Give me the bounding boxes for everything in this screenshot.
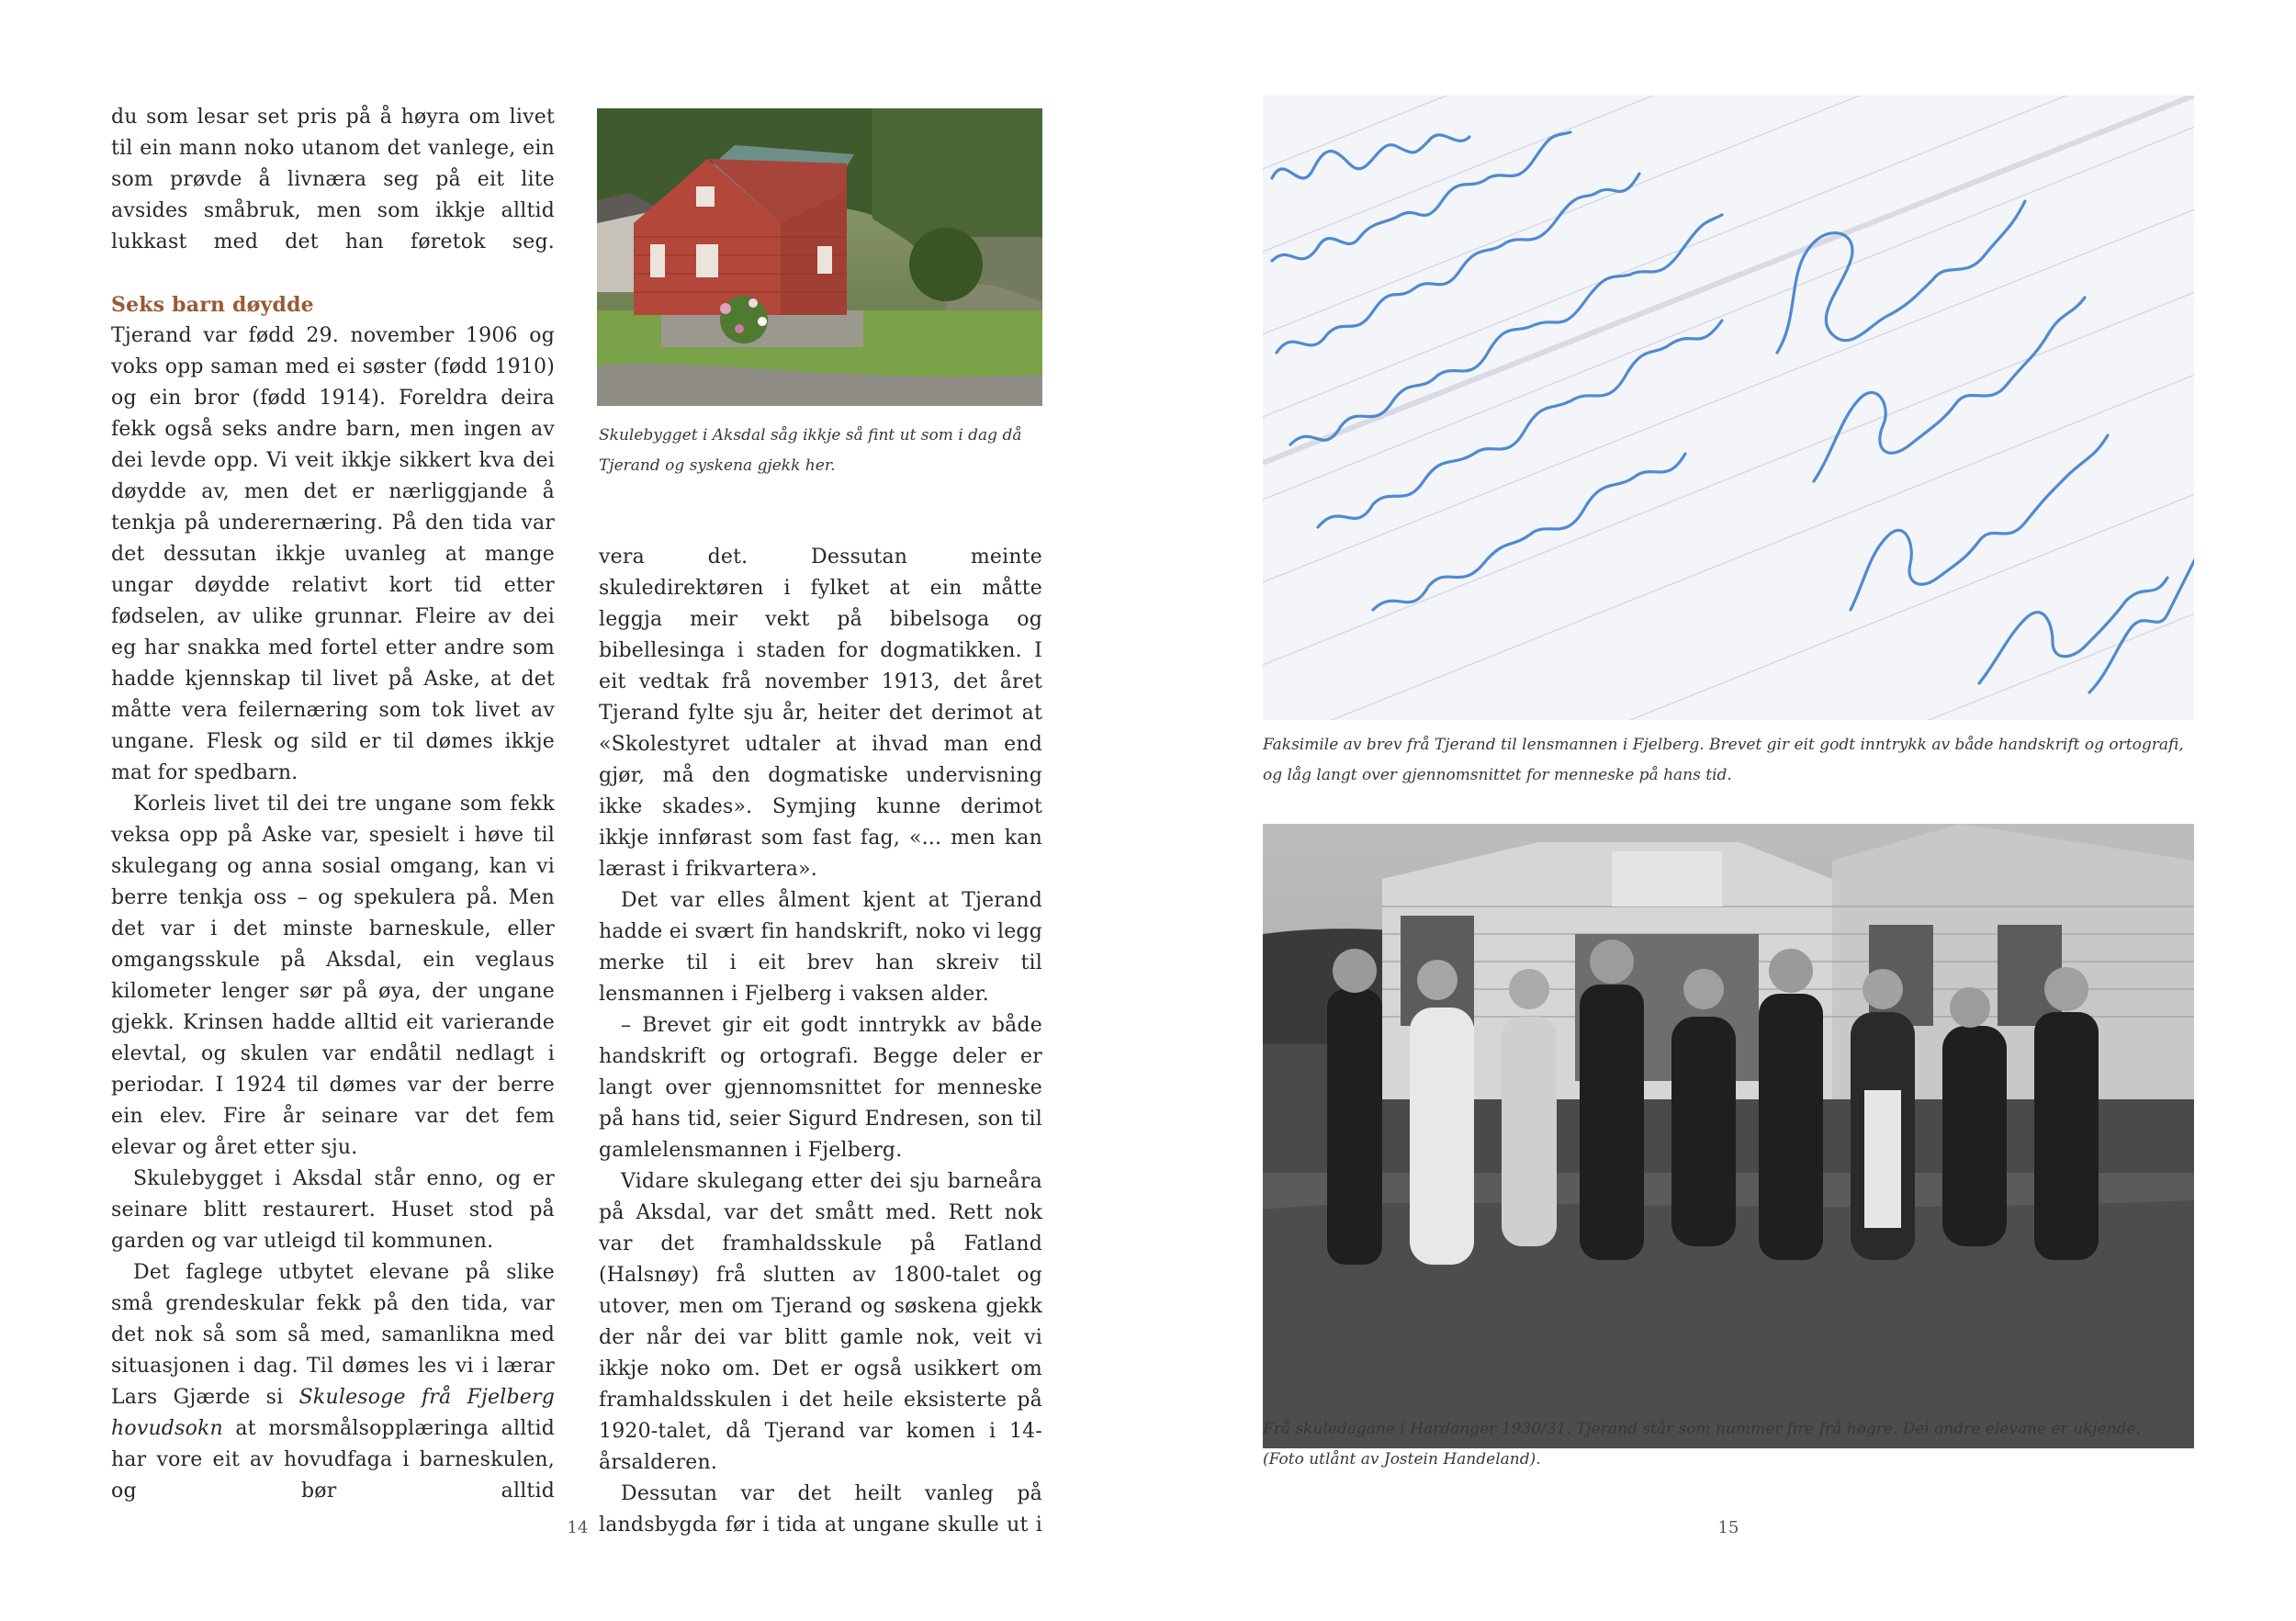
middle-text-column	[599, 542, 1042, 1541]
letter-photo-caption: Faksimile av brev frå Tjerand til lensmannen i Fjelberg. Brevet gir eit godt inntrykk av både handskrift og ortografi, og låg langt over gjennomsnittet for menneske på hans tid.	[1263, 736, 2184, 784]
page-number-left: 14	[567, 1518, 589, 1537]
school-group-photo	[1263, 824, 2194, 1448]
paragraph-curriculum: Det faglege utbytet elevane på slike små grendeskular fekk på den tida, var det nok så som så med, samanlikna med situasjonen i dag. Til dømes les vi i lærar Lars Gjærde si Skulesoge frå Fjelberg hovudsokn at morsmålsopplæringa alltid har vore eit av hovudfaga i barneskulen, og bør alltid	[111, 1261, 556, 1503]
paragraph-directive: vera det. Dessutan meinte skuledirektøren i fylket at ein måtte leggja meir vekt på bibelsoga og bibellesinga i staden for dogmatikken. I eit vedtak frå november 1913, det året Tjerand fylte sju år, heiter det derimot at «Skolestyret udtaler at ihvad man end gjør, må den dogmatiske undervisning ikke skades». Symjing kunne derimot ikkje innførast som fast fag, «... men kan lærast i frikvartera».	[599, 546, 1042, 881]
book-title: Skulesoge frå Fjelberg hovudsokn	[111, 1386, 556, 1440]
paragraph-quote: – Brevet gir eit godt inntrykk av både handskrift og ortografi. Begge deler er langt over gjennomsnittet for menneske på hans tid, seier Sigurd Endresen, son til gamlelensmannen i Fjelberg.	[599, 1014, 1042, 1162]
left-text-column	[111, 102, 555, 1507]
letter-facsimile-photo	[1263, 96, 2194, 720]
paragraph-handwriting: Det var elles ålment kjent at Tjerand hadde ei svært fin handskrift, noko vi legg merke til i eit brev han skreiv til lensmannen i Fjelberg i vaksen alder.	[599, 889, 1042, 1006]
paragraph-countryside: Dessutan var det heilt vanleg på landsbygda før i tida at ungane skulle ut i	[599, 1482, 1042, 1537]
page-number-right: 15	[1717, 1518, 1739, 1537]
group-photo-caption-line1: Frå skuledagane i Hardanger 1930/31. Tjerand står som nummer fire frå høgre. Dei andre elevane er ukjende.	[1263, 1420, 2141, 1438]
paragraph-birth: Tjerand var fødd 29. november 1906 og voks opp saman med ei søster (fødd 1910) og ein bror (fødd 1914). Foreldra deira fekk også seks andre barn, men ingen av dei levde opp. Vi veit ikkje sikkert kva dei døydde av, men det er nærliggjande å tenkja på underernæring. På den tida var det dessutan ikkje uvanleg at mange ungar døydde relativt kort tid etter fødselen, av ulike grunnar. Fleire av dei eg har snakka med fortel etter andre som hadde kjennskap til livet på Aske, at det måtte vera feilernæring som tok livet av ungane. Flesk og sild er til dømes ikkje mat for spedbarn.	[111, 324, 555, 784]
section-heading: Seks barn døydde	[111, 293, 314, 317]
paragraph-further-school: Vidare skulegang etter dei sju barneåra på Aksdal, var det smått med. Rett nok var det framhaldsskule på Fatland (Halsnøy) frå slutten av 1800-talet og utover, men om Tjerand og søskena gjekk der når dei var blitt gamle nok, veit vi ikkje noko om. Det er også usikkert om framhaldsskulen i det heile eksisterte på 1920-talet, då Tjerand var komen i 14-årsalderen.	[599, 1170, 1042, 1474]
group-photo-caption-line2: (Foto utlånt av Jostein Handeland).	[1263, 1450, 1541, 1469]
paragraph-childhood: Korleis livet til dei tre ungane som fekk veksa opp på Aske var, spesielt i høve til skulegang og anna sosial omgang, kan vi berre tenkja oss – og spekulera på. Men det var i det minste barneskule, eller omgangsskule på Aksdal, ein veglaus kilometer lenger sør på øya, der ungane gjekk. Krinsen hadde alltid eit varierande elevtal, og skulen var endåtil nedlagt i periodar. I 1924 til dømes var der berre ein elev. Fire år seinare var det fem elevar og året etter sju.	[111, 793, 555, 1159]
paragraph-intro: du som lesar set pris på å høyra om livet til ein mann noko utanom det vanlege, ein som prøvde å livnæra seg på eit lite avsides småbruk, men som ikkje alltid lukkast med det han føretok seg.	[111, 106, 555, 253]
house-photo-caption: Skulebygget i Aksdal såg ikkje så fint ut som i dag då Tjerand og syskena gjekk her.	[599, 426, 1022, 475]
schoolhouse-photo	[597, 108, 1042, 406]
paragraph-schoolhouse: Skulebygget i Aksdal står enno, og er seinare blitt restaurert. Huset stod på garden og var utleigd til kommunen.	[111, 1167, 555, 1253]
